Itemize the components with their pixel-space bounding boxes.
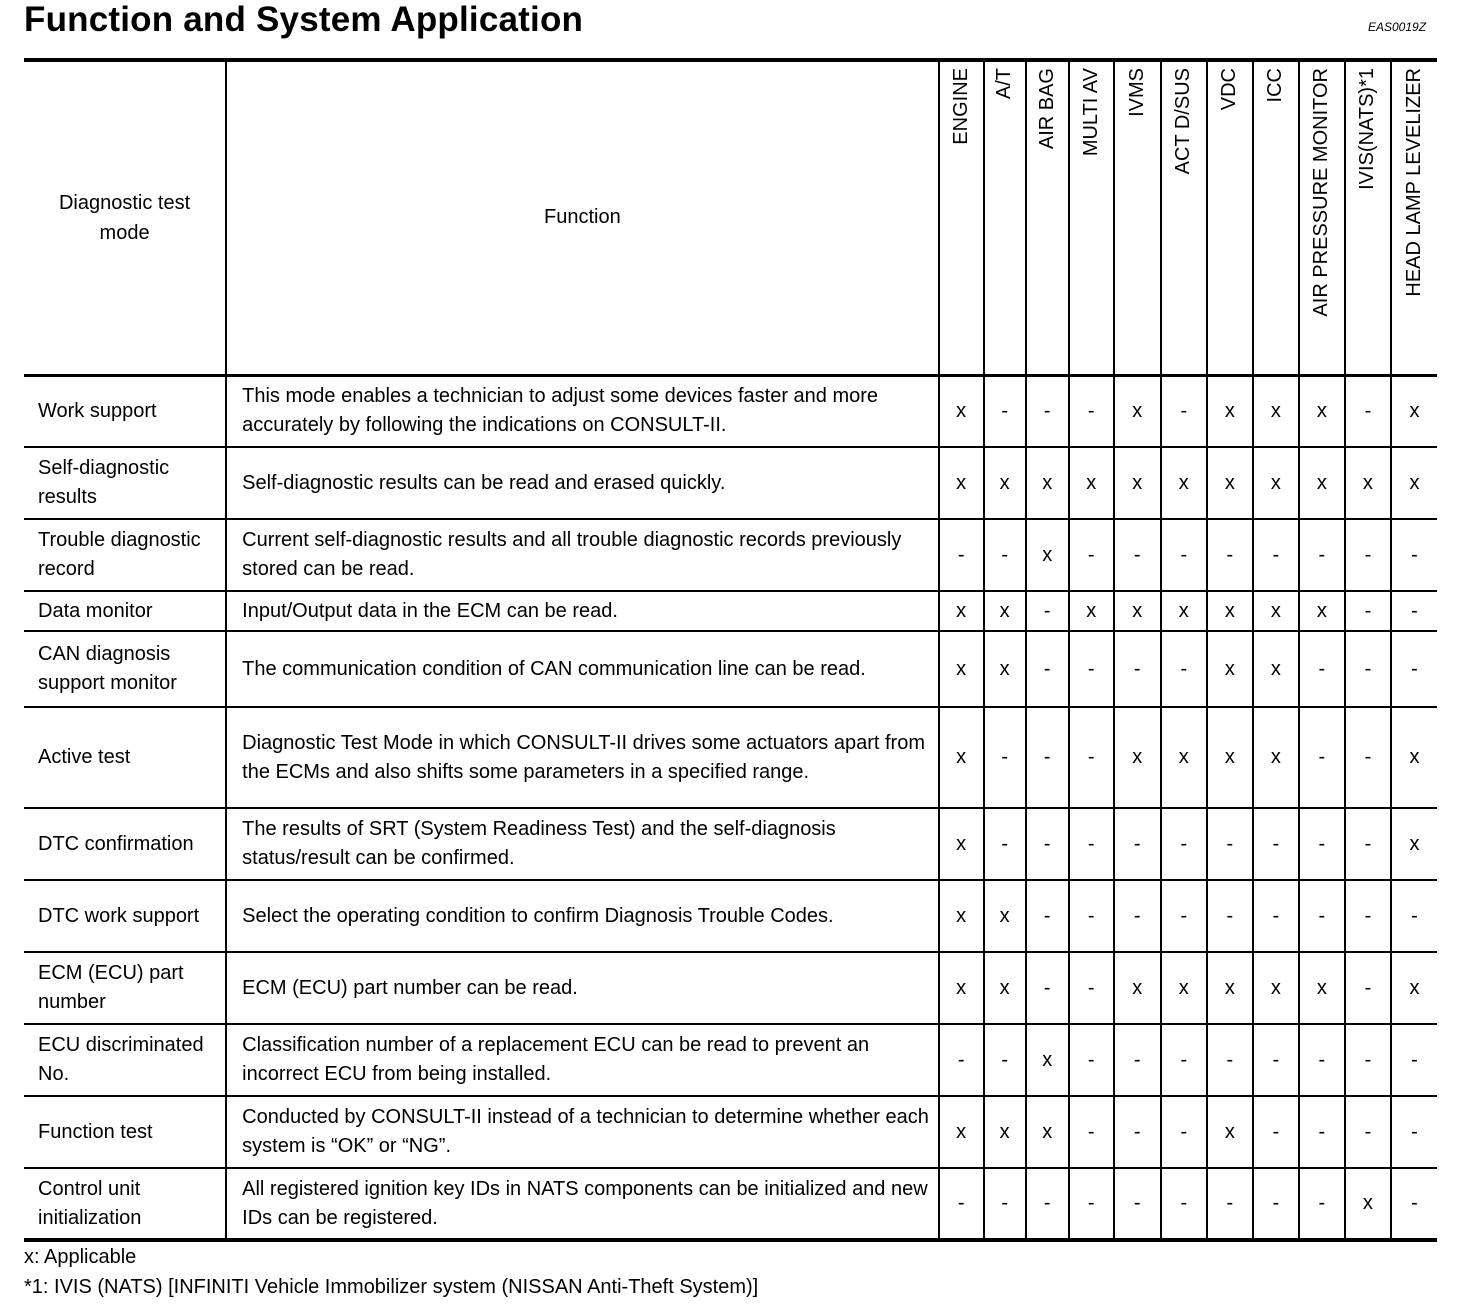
applicability-cell: x: [1207, 1096, 1253, 1168]
mode-cell: [24, 707, 226, 808]
applicability-cell: -: [1161, 880, 1207, 952]
system-label: VDC: [1218, 68, 1241, 111]
applicability-cell: x: [1299, 591, 1345, 631]
function-system-table: [24, 58, 1437, 1242]
applicability-cell: x: [984, 1096, 1026, 1168]
applicability-cell: -: [1299, 631, 1345, 707]
applicability-cell: x: [1253, 631, 1299, 707]
applicability-cell: x: [1391, 808, 1437, 880]
applicability-cell: -: [1026, 808, 1069, 880]
applicability-cell: -: [1345, 591, 1391, 631]
applicability-cell: -: [984, 707, 1026, 808]
mode-cell: [24, 631, 226, 707]
applicability-cell: -: [1207, 519, 1253, 591]
mode-label: DTC confirmation: [38, 832, 194, 855]
applicability-cell: x: [1299, 375, 1345, 447]
applicability-cell: x: [939, 808, 984, 880]
applicability-cell: -: [1114, 631, 1161, 707]
applicability-cell: x: [1253, 707, 1299, 808]
table-row: [24, 1168, 1437, 1240]
applicability-cell: -: [984, 808, 1026, 880]
applicability-cell: -: [1069, 519, 1114, 591]
applicability-cell: x: [939, 1096, 984, 1168]
applicability-cell: x: [1391, 707, 1437, 808]
applicability-cell: x: [1026, 519, 1069, 591]
table-header-row: [24, 60, 1437, 375]
page-title: Function and System Application: [24, 0, 584, 39]
mode-label: Trouble diagnostic record: [38, 529, 201, 580]
system-label: A/T: [993, 68, 1016, 100]
system-label: HEAD LAMP LEVELIZER: [1402, 68, 1425, 297]
header-function: Function: [226, 60, 939, 375]
applicability-cell: x: [1114, 591, 1161, 631]
note-applicable: x: Applicable: [24, 1246, 137, 1268]
applicability-cell: x: [1207, 631, 1253, 707]
applicability-cell: x: [1207, 375, 1253, 447]
applicability-cell: x: [1069, 447, 1114, 519]
applicability-cell: -: [1391, 519, 1437, 591]
applicability-cell: -: [1207, 880, 1253, 952]
mode-label: Data monitor: [38, 599, 153, 622]
applicability-cell: x: [1253, 591, 1299, 631]
applicability-cell: x: [1026, 1024, 1069, 1096]
applicability-cell: -: [1345, 519, 1391, 591]
document-code: EAS0019Z: [1368, 20, 1427, 34]
system-label: IVMS: [1125, 68, 1148, 117]
mode-label: Control unit initialization: [38, 1177, 142, 1229]
applicability-cell: -: [1253, 808, 1299, 880]
applicability-cell: -: [1345, 808, 1391, 880]
applicability-cell: -: [1299, 1024, 1345, 1096]
applicability-cell: -: [939, 519, 984, 591]
applicability-cell: -: [1345, 1096, 1391, 1168]
applicability-cell: -: [1161, 1168, 1207, 1240]
applicability-cell: x: [1345, 447, 1391, 519]
applicability-cell: x: [984, 591, 1026, 631]
applicability-cell: -: [1114, 1168, 1161, 1240]
applicability-cell: -: [1253, 519, 1299, 591]
applicability-cell: -: [939, 1024, 984, 1096]
applicability-cell: x: [1207, 707, 1253, 808]
applicability-cell: x: [939, 880, 984, 952]
applicability-cell: x: [1299, 447, 1345, 519]
applicability-cell: -: [1026, 707, 1069, 808]
applicability-cell: x: [1207, 447, 1253, 519]
function-cell: Current self-diagnostic results and all trouble diagnostic records previously stored can be read.: [226, 519, 939, 591]
applicability-cell: -: [1026, 375, 1069, 447]
mode-cell: [24, 808, 226, 880]
table-row: [24, 1024, 1437, 1096]
applicability-cell: -: [1299, 880, 1345, 952]
applicability-cell: -: [1161, 631, 1207, 707]
applicability-cell: x: [984, 880, 1026, 952]
function-cell: Select the operating condition to confirm Diagnosis Trouble Codes.: [226, 880, 939, 952]
system-label: ACT D/SUS: [1172, 68, 1195, 175]
system-label: MULTI AV: [1079, 68, 1102, 157]
applicability-cell: -: [1114, 1024, 1161, 1096]
applicability-cell: -: [1253, 1168, 1299, 1240]
function-cell: All registered ignition key IDs in NATS components can be initialized and new IDs can be registered.: [226, 1168, 939, 1240]
header-system-icc: [1253, 60, 1299, 375]
applicability-cell: -: [984, 1168, 1026, 1240]
table-row: [24, 375, 1437, 447]
applicability-cell: -: [1114, 808, 1161, 880]
applicability-cell: -: [1069, 1096, 1114, 1168]
mode-cell: [24, 880, 226, 952]
mode-label: ECU discriminated No.: [38, 1034, 204, 1085]
table-row: [24, 952, 1437, 1024]
table-row: [24, 808, 1437, 880]
table-row: [24, 631, 1437, 707]
function-cell: Conducted by CONSULT-II instead of a technician to determine whether each system is “OK” or “NG”.: [226, 1096, 939, 1168]
applicability-cell: -: [1026, 1168, 1069, 1240]
applicability-cell: -: [1345, 375, 1391, 447]
applicability-cell: x: [939, 952, 984, 1024]
note-ivis-nats: *1: IVIS (NATS) [INFINITI Vehicle Immobilizer system (NISSAN Anti-Theft System)]: [24, 1276, 759, 1298]
applicability-cell: -: [1207, 1168, 1253, 1240]
applicability-cell: x: [1253, 375, 1299, 447]
applicability-cell: -: [1391, 591, 1437, 631]
applicability-cell: -: [1391, 880, 1437, 952]
mode-cell: [24, 1096, 226, 1168]
table-row: [24, 447, 1437, 519]
applicability-cell: -: [1114, 880, 1161, 952]
function-cell: Input/Output data in the ECM can be read.: [226, 591, 939, 631]
header-system-ivis-nats-1: [1345, 60, 1391, 375]
function-cell: ECM (ECU) part number can be read.: [226, 952, 939, 1024]
applicability-cell: -: [1161, 1024, 1207, 1096]
applicability-cell: x: [1391, 447, 1437, 519]
mode-cell: [24, 1168, 226, 1240]
applicability-cell: x: [984, 447, 1026, 519]
applicability-cell: -: [1207, 1024, 1253, 1096]
applicability-cell: -: [1345, 952, 1391, 1024]
applicability-cell: x: [1114, 952, 1161, 1024]
applicability-cell: x: [939, 591, 984, 631]
applicability-cell: -: [1299, 519, 1345, 591]
applicability-cell: -: [1026, 880, 1069, 952]
applicability-cell: -: [984, 1024, 1026, 1096]
header-diagnostic-test-mode: Diagnostic test mode: [24, 60, 226, 375]
header-system-air-pressure-monitor: [1299, 60, 1345, 375]
function-cell: The results of SRT (System Readiness Test) and the self-diagnosis status/result can be confirmed.: [226, 808, 939, 880]
function-cell: The communication condition of CAN communication line can be read.: [226, 631, 939, 707]
applicability-cell: -: [1299, 1096, 1345, 1168]
applicability-cell: x: [1026, 1096, 1069, 1168]
table-row: [24, 707, 1437, 808]
header-system-ivms: [1114, 60, 1161, 375]
header-system-vdc: [1207, 60, 1253, 375]
applicability-cell: -: [1069, 631, 1114, 707]
system-label: ICC: [1264, 68, 1287, 103]
applicability-cell: x: [1391, 952, 1437, 1024]
system-label: AIR PRESSURE MONITOR: [1310, 68, 1333, 317]
function-cell: Self-diagnostic results can be read and erased quickly.: [226, 447, 939, 519]
header-system-engine: [939, 60, 984, 375]
applicability-cell: x: [1161, 952, 1207, 1024]
function-cell: Classification number of a replacement ECU can be read to prevent an incorrect ECU from being installed.: [226, 1024, 939, 1096]
applicability-cell: -: [1069, 880, 1114, 952]
applicability-cell: x: [1253, 447, 1299, 519]
applicability-cell: -: [1391, 1168, 1437, 1240]
applicability-cell: -: [1114, 1096, 1161, 1168]
applicability-cell: -: [1026, 631, 1069, 707]
applicability-cell: -: [1069, 952, 1114, 1024]
mode-label: Active test: [38, 746, 131, 768]
applicability-cell: -: [1069, 375, 1114, 447]
applicability-cell: -: [1253, 1096, 1299, 1168]
mode-cell: [24, 1024, 226, 1096]
system-label: AIR BAG: [1035, 68, 1058, 150]
system-label: IVIS(NATS)*1: [1356, 68, 1379, 190]
applicability-cell: x: [939, 447, 984, 519]
applicability-cell: x: [984, 631, 1026, 707]
mode-cell: [24, 447, 226, 519]
applicability-cell: x: [939, 707, 984, 808]
applicability-cell: -: [1161, 1096, 1207, 1168]
applicability-cell: -: [1069, 808, 1114, 880]
table-row: [24, 591, 1437, 631]
applicability-cell: -: [1069, 1168, 1114, 1240]
applicability-cell: x: [1299, 952, 1345, 1024]
applicability-cell: x: [1069, 591, 1114, 631]
mode-label: DTC work support: [38, 904, 200, 927]
applicability-cell: -: [1299, 808, 1345, 880]
applicability-cell: -: [1114, 519, 1161, 591]
applicability-cell: -: [984, 375, 1026, 447]
header-system-head-lamp-levelizer: [1391, 60, 1437, 375]
applicability-cell: -: [1391, 1096, 1437, 1168]
applicability-cell: -: [1069, 1024, 1114, 1096]
applicability-cell: -: [1161, 808, 1207, 880]
applicability-cell: x: [1114, 447, 1161, 519]
applicability-cell: -: [1345, 880, 1391, 952]
applicability-cell: x: [1114, 707, 1161, 808]
header-system-air-bag: [1026, 60, 1069, 375]
mode-label: Self-diagnostic results: [38, 457, 170, 508]
header-system-a-t: [984, 60, 1026, 375]
table-row: [24, 880, 1437, 952]
applicability-cell: -: [939, 1168, 984, 1240]
applicability-cell: x: [1253, 952, 1299, 1024]
mode-label: ECM (ECU) part number: [38, 962, 184, 1013]
applicability-cell: -: [1253, 880, 1299, 952]
applicability-cell: -: [1345, 1024, 1391, 1096]
applicability-cell: -: [1026, 591, 1069, 631]
header-system-multi-av: [1069, 60, 1114, 375]
mode-cell: [24, 952, 226, 1024]
system-label: ENGINE: [949, 68, 972, 145]
applicability-cell: -: [1299, 707, 1345, 808]
applicability-cell: -: [1391, 631, 1437, 707]
applicability-cell: x: [1026, 447, 1069, 519]
applicability-cell: x: [1207, 591, 1253, 631]
applicability-cell: x: [1161, 591, 1207, 631]
table-row: [24, 519, 1437, 591]
applicability-cell: -: [1253, 1024, 1299, 1096]
mode-cell: [24, 375, 226, 447]
mode-label: Function test: [38, 1120, 153, 1143]
table-row: [24, 1096, 1437, 1168]
applicability-cell: x: [1391, 375, 1437, 447]
applicability-cell: -: [1026, 952, 1069, 1024]
applicability-cell: x: [984, 952, 1026, 1024]
applicability-cell: -: [1345, 631, 1391, 707]
mode-cell: [24, 519, 226, 591]
mode-label: CAN diagnosis support monitor: [38, 643, 177, 694]
applicability-cell: -: [1299, 1168, 1345, 1240]
applicability-cell: -: [1069, 707, 1114, 808]
mode-cell: [24, 591, 226, 631]
function-cell: This mode enables a technician to adjust some devices faster and more accurately by following the indications on CONSULT-II.: [226, 375, 939, 447]
applicability-cell: -: [1207, 808, 1253, 880]
applicability-cell: -: [984, 519, 1026, 591]
applicability-cell: -: [1345, 707, 1391, 808]
applicability-cell: x: [939, 631, 984, 707]
applicability-cell: x: [1161, 447, 1207, 519]
applicability-cell: x: [1345, 1168, 1391, 1240]
mode-label: Work support: [38, 399, 157, 422]
applicability-cell: x: [1114, 375, 1161, 447]
header-system-act-d-sus: [1161, 60, 1207, 375]
function-cell: Diagnostic Test Mode in which CONSULT-II drives some actuators apart from the ECMs and also shifts some parameters in a specified range.: [226, 707, 939, 808]
applicability-cell: x: [1161, 707, 1207, 808]
applicability-cell: x: [939, 375, 984, 447]
applicability-cell: x: [1207, 952, 1253, 1024]
applicability-cell: -: [1161, 375, 1207, 447]
applicability-cell: -: [1161, 519, 1207, 591]
applicability-cell: -: [1391, 1024, 1437, 1096]
